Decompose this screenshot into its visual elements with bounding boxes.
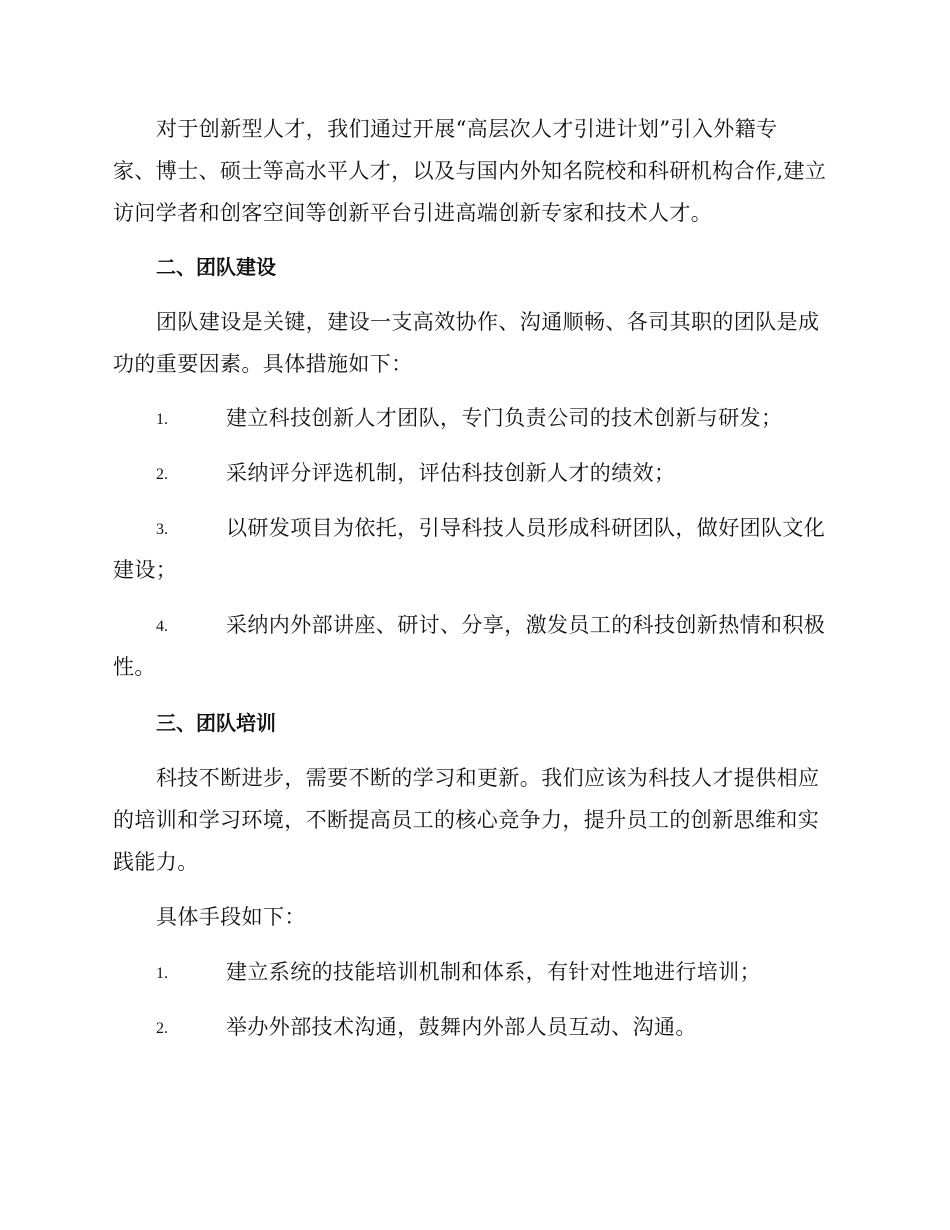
section3-para-line-3: 践能力。 <box>113 850 199 874</box>
list-item-number: 2. <box>156 466 168 483</box>
list-item-continuation: 性。 <box>113 655 156 679</box>
section-heading-team-building: 二、团队建设 <box>156 255 276 279</box>
list-item-text: 建立科技创新人才团队，专门负责公司的技术创新与研发； <box>226 406 783 430</box>
intro-line-1: 对于创新型人才，我们通过开展“高层次人才引进计划”引入外籍专 <box>156 117 778 141</box>
list-item-text: 举办外部技术沟通，鼓舞内外部人员互动、沟通。 <box>226 1015 697 1039</box>
list-item-number: 4. <box>156 618 168 635</box>
section2-para-line-1: 团队建设是关键，建设一支高效协作、沟通顺畅、各司其职的团队是成 <box>156 310 820 334</box>
section-heading-team-training: 三、团队培训 <box>156 711 276 735</box>
list-item-continuation: 建设； <box>113 558 178 582</box>
intro-line-3: 访问学者和创客空间等创新平台引进高端创新专家和技术人才。 <box>113 201 713 225</box>
section3-para-line-2: 的培训和学习环境，不断提高员工的核心竞争力，提升员工的创新思维和实 <box>113 808 820 832</box>
list-item-text: 采纳内外部讲座、研讨、分享，激发员工的科技创新热情和积极 <box>226 613 826 637</box>
list-item-number: 3. <box>156 521 168 538</box>
list-item-number: 1. <box>156 965 168 982</box>
section2-para-line-2: 功的重要因素。具体措施如下： <box>113 352 413 376</box>
means-label: 具体手段如下： <box>156 905 306 929</box>
list-item-text: 建立系统的技能培训机制和体系，有针对性地进行培训； <box>226 960 761 984</box>
intro-line-2: 家、博士、硕士等高水平人才，以及与国内外知名院校和科研机构合作,建立 <box>113 159 827 183</box>
section3-para-line-1: 科技不断进步，需要不断的学习和更新。我们应该为科技人才提供相应 <box>156 766 820 790</box>
list-item-number: 2. <box>156 1020 168 1037</box>
list-item-text: 以研发项目为依托，引导科技人员形成科研团队，做好团队文化 <box>226 516 826 540</box>
list-item-number: 1. <box>156 411 168 428</box>
list-item-text: 采纳评分评选机制，评估科技创新人才的绩效； <box>226 461 676 485</box>
